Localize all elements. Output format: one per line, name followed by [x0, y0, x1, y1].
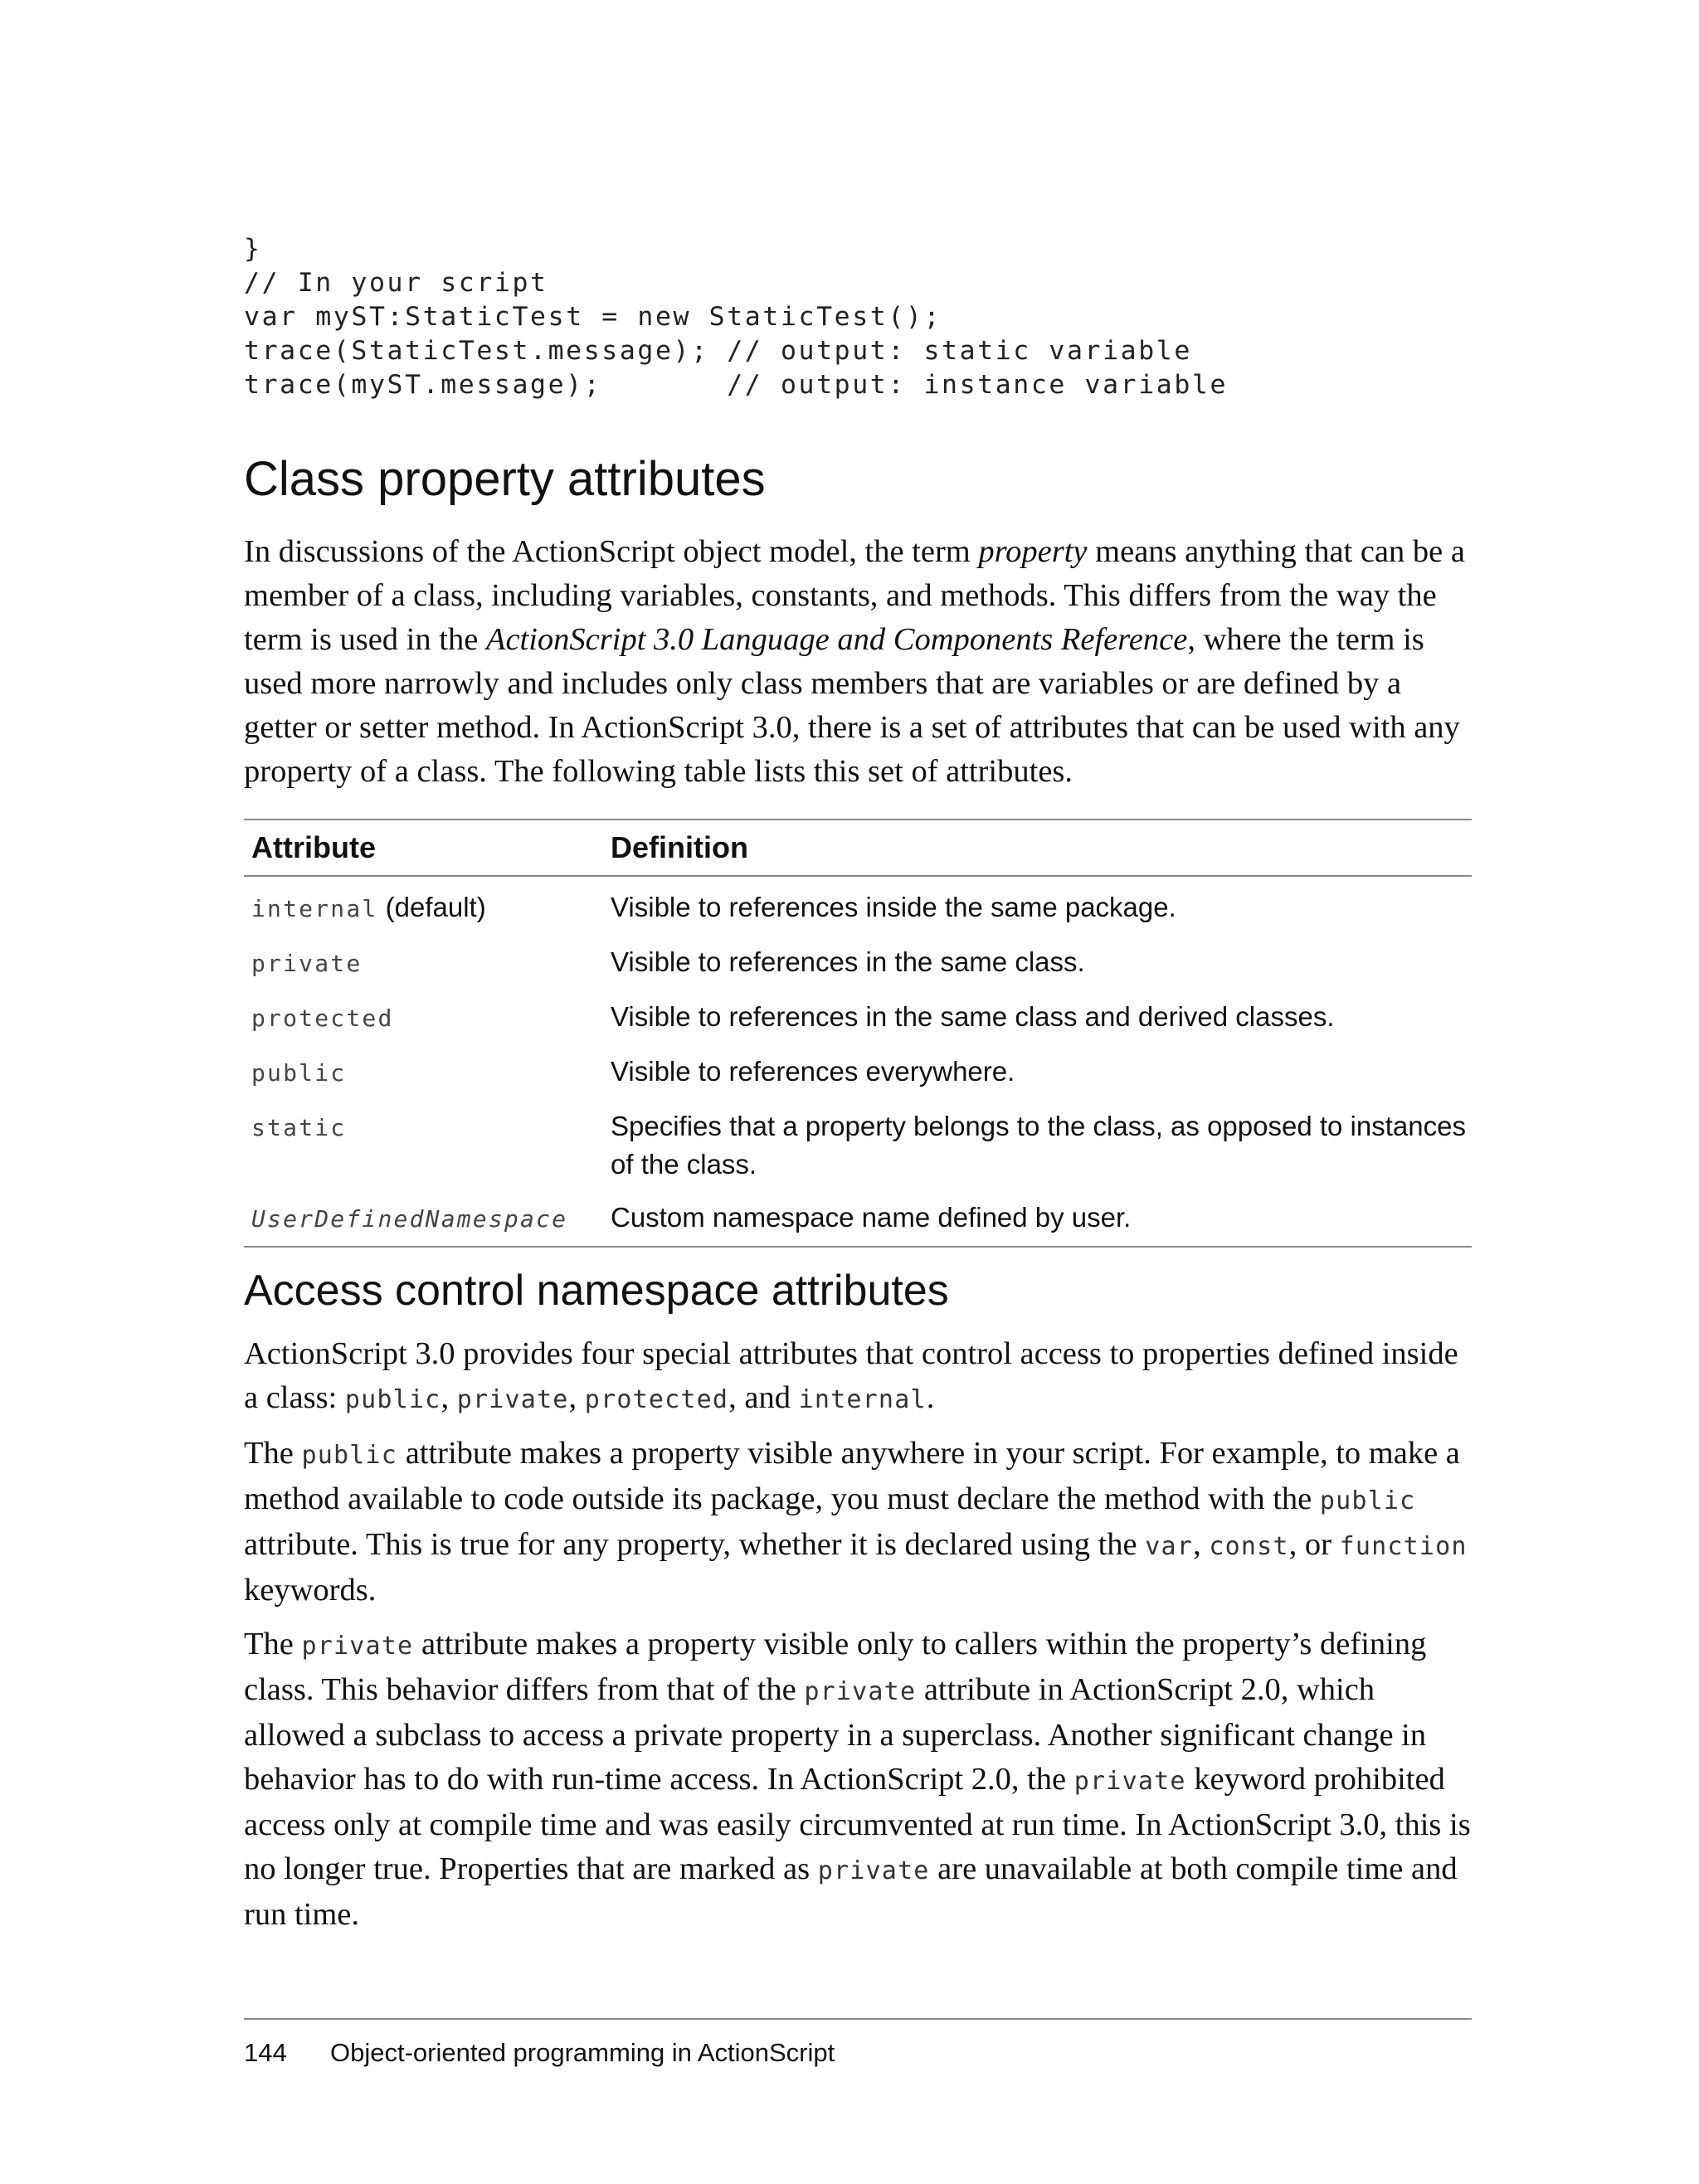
code-line: }: [244, 234, 262, 264]
inline-code: public: [1319, 1486, 1416, 1515]
text-run: .: [926, 1380, 935, 1415]
definition-cell: Custom namespace name defined by user.: [611, 1202, 1132, 1233]
attribute-column-header: Attribute: [244, 820, 603, 876]
text-run: , and: [728, 1380, 799, 1415]
text-run: , or: [1288, 1527, 1340, 1562]
text-run: In discussions of the ActionScript object model, the term: [244, 534, 979, 569]
text-run: keywords.: [244, 1573, 377, 1608]
inline-code: function: [1339, 1532, 1468, 1561]
text-run: attribute. This is true for any property, whether it is declared using the: [244, 1527, 1146, 1562]
text-run: , where the term is used more narrowly and includes only class members that are variables or are defined by a getter or setter method. In ActionScript 3.0, there is a set of attributes that can be used with any property of a class. The following table lists this set of attributes.: [244, 622, 1460, 789]
attribute-cell: [244, 936, 603, 990]
text-run: ,: [1193, 1527, 1210, 1562]
inline-code: public: [344, 1385, 441, 1414]
table-row: [244, 936, 1472, 990]
table-row: [244, 1191, 1472, 1247]
text-run: attribute makes a property visible only to callers within the property’s defining class. This behavior differs from that of the: [244, 1627, 1427, 1707]
table-header-row: [244, 820, 1472, 876]
inline-code: private: [1073, 1767, 1186, 1796]
inline-code: const: [1209, 1532, 1289, 1561]
text-run: The: [244, 1436, 302, 1471]
attribute-cell: [244, 990, 603, 1045]
code-line: trace(StaticTest.message); // output: static variable: [244, 336, 1192, 366]
attribute-cell: [244, 1100, 603, 1191]
definition-cell: Visible to references in the same class.: [611, 946, 1085, 977]
emphasis-term: property: [978, 534, 1088, 569]
definition-cell: Specifies that a property belongs to the class, as opposed to instances of the class.: [611, 1111, 1466, 1180]
text-run: attribute makes a property visible anywhere in your script. For example, to make a method available to code outside its package, you must declare the method with the: [244, 1436, 1460, 1516]
table-row: [244, 876, 1472, 936]
inline-code: public: [301, 1441, 398, 1470]
attribute-code: UserDefinedNamespace: [251, 1205, 568, 1233]
code-line: var myST:StaticTest = new StaticTest();: [244, 302, 942, 332]
text-run: The: [244, 1627, 302, 1661]
attribute-cell: [244, 876, 603, 936]
inline-code: private: [456, 1385, 569, 1414]
inline-code: protected: [584, 1385, 729, 1414]
text-run: ,: [568, 1380, 585, 1415]
subsection-heading: Access control namespace attributes: [244, 1267, 949, 1315]
code-line: // In your script: [244, 268, 548, 298]
attribute-code: private: [251, 950, 363, 977]
inline-code: internal: [798, 1385, 927, 1414]
text-run: means anything that can be a member of a class, including variables, constants, and methods. This differs from the way the term is used in the: [244, 534, 1465, 657]
attributes-table: [244, 819, 1472, 1248]
intro-paragraph: [244, 530, 1472, 794]
inline-code: var: [1145, 1532, 1194, 1561]
attribute-cell: [244, 1045, 603, 1100]
paragraph-four-attributes: [244, 1332, 1472, 1422]
page-content: [244, 232, 1472, 1947]
definition-cell: Visible to references inside the same package.: [611, 892, 1176, 922]
section-heading: Class property attributes: [244, 452, 766, 506]
table-row: [244, 1045, 1472, 1100]
inline-code: private: [301, 1632, 414, 1661]
attribute-code: static: [251, 1114, 347, 1141]
text-run: are unavailable at both compile time and run time.: [244, 1851, 1458, 1932]
paragraph-public-attribute: [244, 1432, 1472, 1612]
definition-cell: Visible to references everywhere.: [611, 1056, 1015, 1087]
attribute-code: internal: [251, 895, 378, 922]
attribute-code: public: [251, 1059, 347, 1087]
page-number: 144: [244, 2038, 287, 2067]
reference-title: ActionScript 3.0 Language and Components Reference: [485, 622, 1188, 657]
paragraph-private-attribute: [244, 1622, 1472, 1937]
attribute-suffix: (default): [377, 892, 486, 922]
table-row: [244, 990, 1472, 1045]
table-row: [244, 1100, 1472, 1191]
text-run: ActionScript 3.0 provides four special attributes that control access to properties defined inside a class:: [244, 1336, 1458, 1415]
page-footer: [244, 2018, 1472, 2068]
attribute-cell: [244, 1191, 603, 1247]
text-run: attribute in ActionScript 2.0, which allowed a subclass to access a private property in a superclass. Another significant change in behavior has to do with run-time access. In ActionScript 2.0, the: [244, 1672, 1427, 1797]
inline-code: private: [817, 1856, 930, 1885]
attribute-code: protected: [251, 1004, 394, 1032]
chapter-title: Object-oriented programming in ActionScript: [330, 2038, 835, 2067]
definition-column-header: Definition: [603, 820, 1472, 876]
definition-cell: Visible to references in the same class and derived classes.: [611, 1001, 1335, 1032]
inline-code: private: [804, 1677, 917, 1706]
text-run: ,: [441, 1380, 457, 1415]
text-run: keyword prohibited access only at compile time and was easily circumvented at run time. In ActionScript 3.0, this is no longer true. Properties that are marked as: [244, 1762, 1471, 1886]
code-line: trace(myST.message); // output: instance variable: [244, 370, 1229, 400]
code-block: [244, 232, 1472, 402]
